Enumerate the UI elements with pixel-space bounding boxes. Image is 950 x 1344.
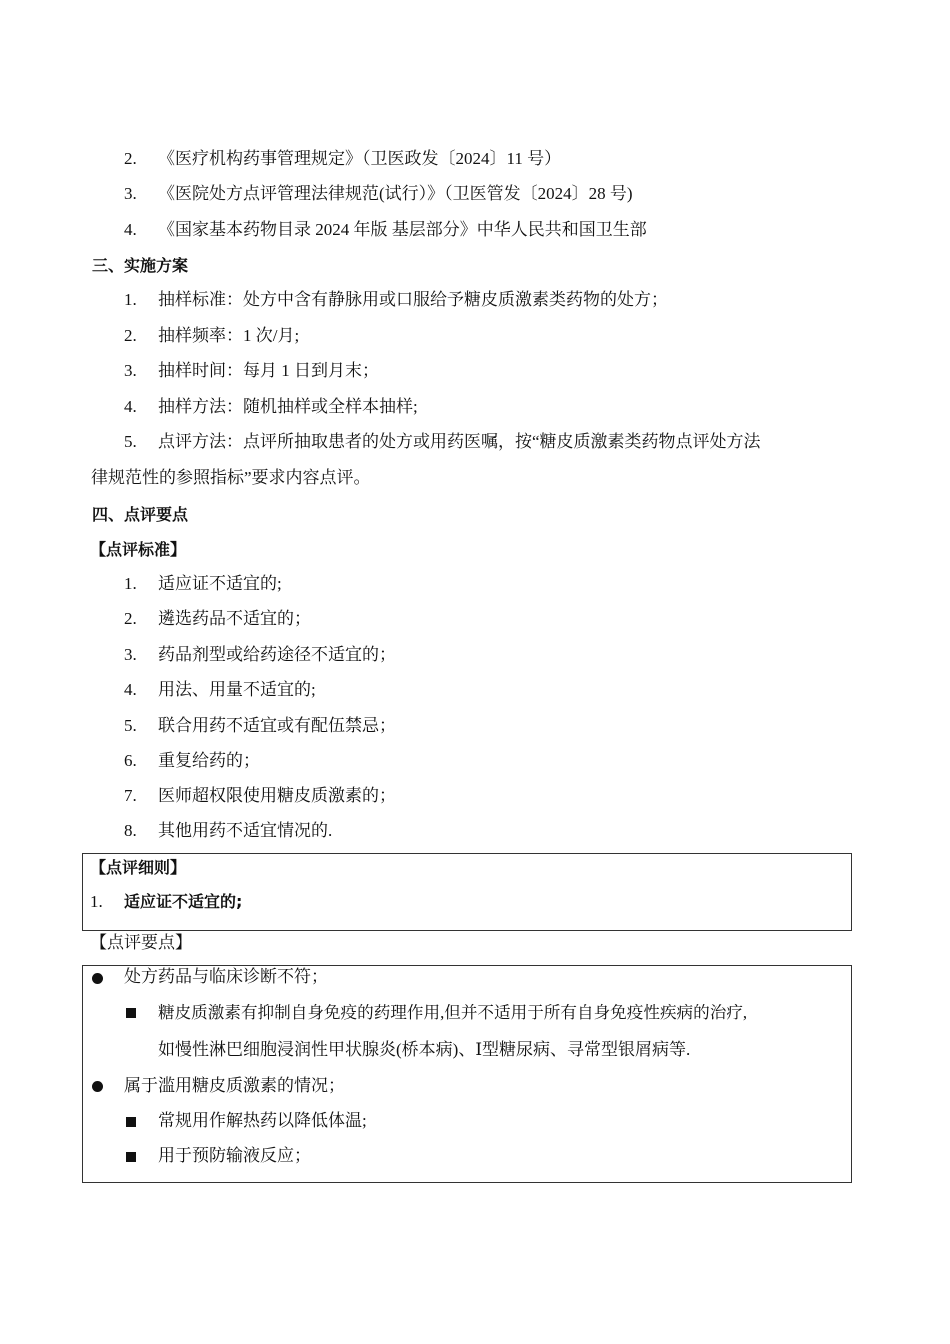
bullet-square-icon [126,1008,136,1018]
sub-bullet-text-continuation: 如慢性淋巴细胞浸润性甲状腺炎(桥本病)、Ⅰ型糖尿病、寻常型银屑病等. [158,1040,691,1059]
list-number: 4. [124,220,137,239]
bullet-dot-icon [92,973,103,984]
points-label: 【点评要点】 [90,933,192,952]
list-text: 抽样频率：1 次/月; [158,326,300,345]
sub-bullet-text: 用于预防输液反应； [158,1146,311,1165]
list-number: 4. [124,680,137,699]
bullet-text: 处方药品与临床诊断不符； [124,967,328,986]
list-text: 药品剂型或给药途径不适宜的； [158,645,396,664]
list-text: 用法、用量不适宜的; [158,680,316,699]
section-heading: 三、实施方案 [92,256,189,275]
standards-label: 【点评标准】 [90,540,187,559]
list-text: 抽样标准：处方中含有静脉用或口服给予糖皮质激素类药物的处方； [158,290,668,309]
list-number: 5. [124,432,137,451]
list-text: 点评方法：点评所抽取患者的处方或用药医嘱，按“糖皮质激素类药物点评处方法 [158,432,761,451]
list-text: 抽样时间：每月 1 日到月末； [158,361,379,380]
bullet-dot-icon [92,1081,103,1092]
sub-bullet-text: 常规用作解热药以降低体温; [158,1111,367,1130]
bullet-square-icon [126,1117,136,1127]
list-text: 重复给药的； [158,751,260,770]
details-label: 【点评细则】 [90,858,187,877]
list-text: 遴选药品不适宜的； [158,609,311,628]
list-number: 4. [124,397,137,416]
list-number: 3. [124,645,137,664]
list-number: 8. [124,821,137,840]
list-number: 2. [124,609,137,628]
bullet-text: 属于滥用糖皮质激素的情况； [124,1076,345,1095]
list-text: 医师超权限使用糖皮质激素的； [158,786,396,805]
reference-text: 《国家基本药物目录 2024 年版 基层部分》中华人民共和国卫生部 [158,220,647,239]
list-number: 7. [124,786,137,805]
list-number: 1. [124,574,137,593]
reference-text: 《医院处方点评管理法律规范(试行）》（卫医管发〔2024〕28 号) [158,184,633,203]
list-text: 其他用药不适宜情况的. [158,821,333,840]
list-number: 3. [124,184,137,203]
list-text: 联合用药不适宜或有配伍禁忌； [158,716,396,735]
list-number: 6. [124,751,137,770]
list-number: 1. [124,290,137,309]
list-number: 2. [124,326,137,345]
list-text: 适应证不适宜的; [158,574,282,593]
sub-bullet-text: 糖皮质激素有抑制自身免疫的药理作用,但并不适用于所有自身免疫性疾病的治疗, [158,1003,748,1022]
list-number: 2. [124,149,137,168]
list-number: 1. [90,892,103,911]
section-heading: 四、点评要点 [92,505,189,524]
bullet-square-icon [126,1152,136,1162]
list-number: 3. [124,361,137,380]
list-text: 抽样方法：随机抽样或全样本抽样; [158,397,418,416]
reference-text: 《医疗机构药事管理规定》（卫医政发〔2024〕11 号） [158,149,562,168]
list-number: 5. [124,716,137,735]
details-item-text: 适应证不适宜的; [124,892,243,911]
list-text-continuation: 律规范性的参照指标”要求内容点评。 [91,468,371,487]
